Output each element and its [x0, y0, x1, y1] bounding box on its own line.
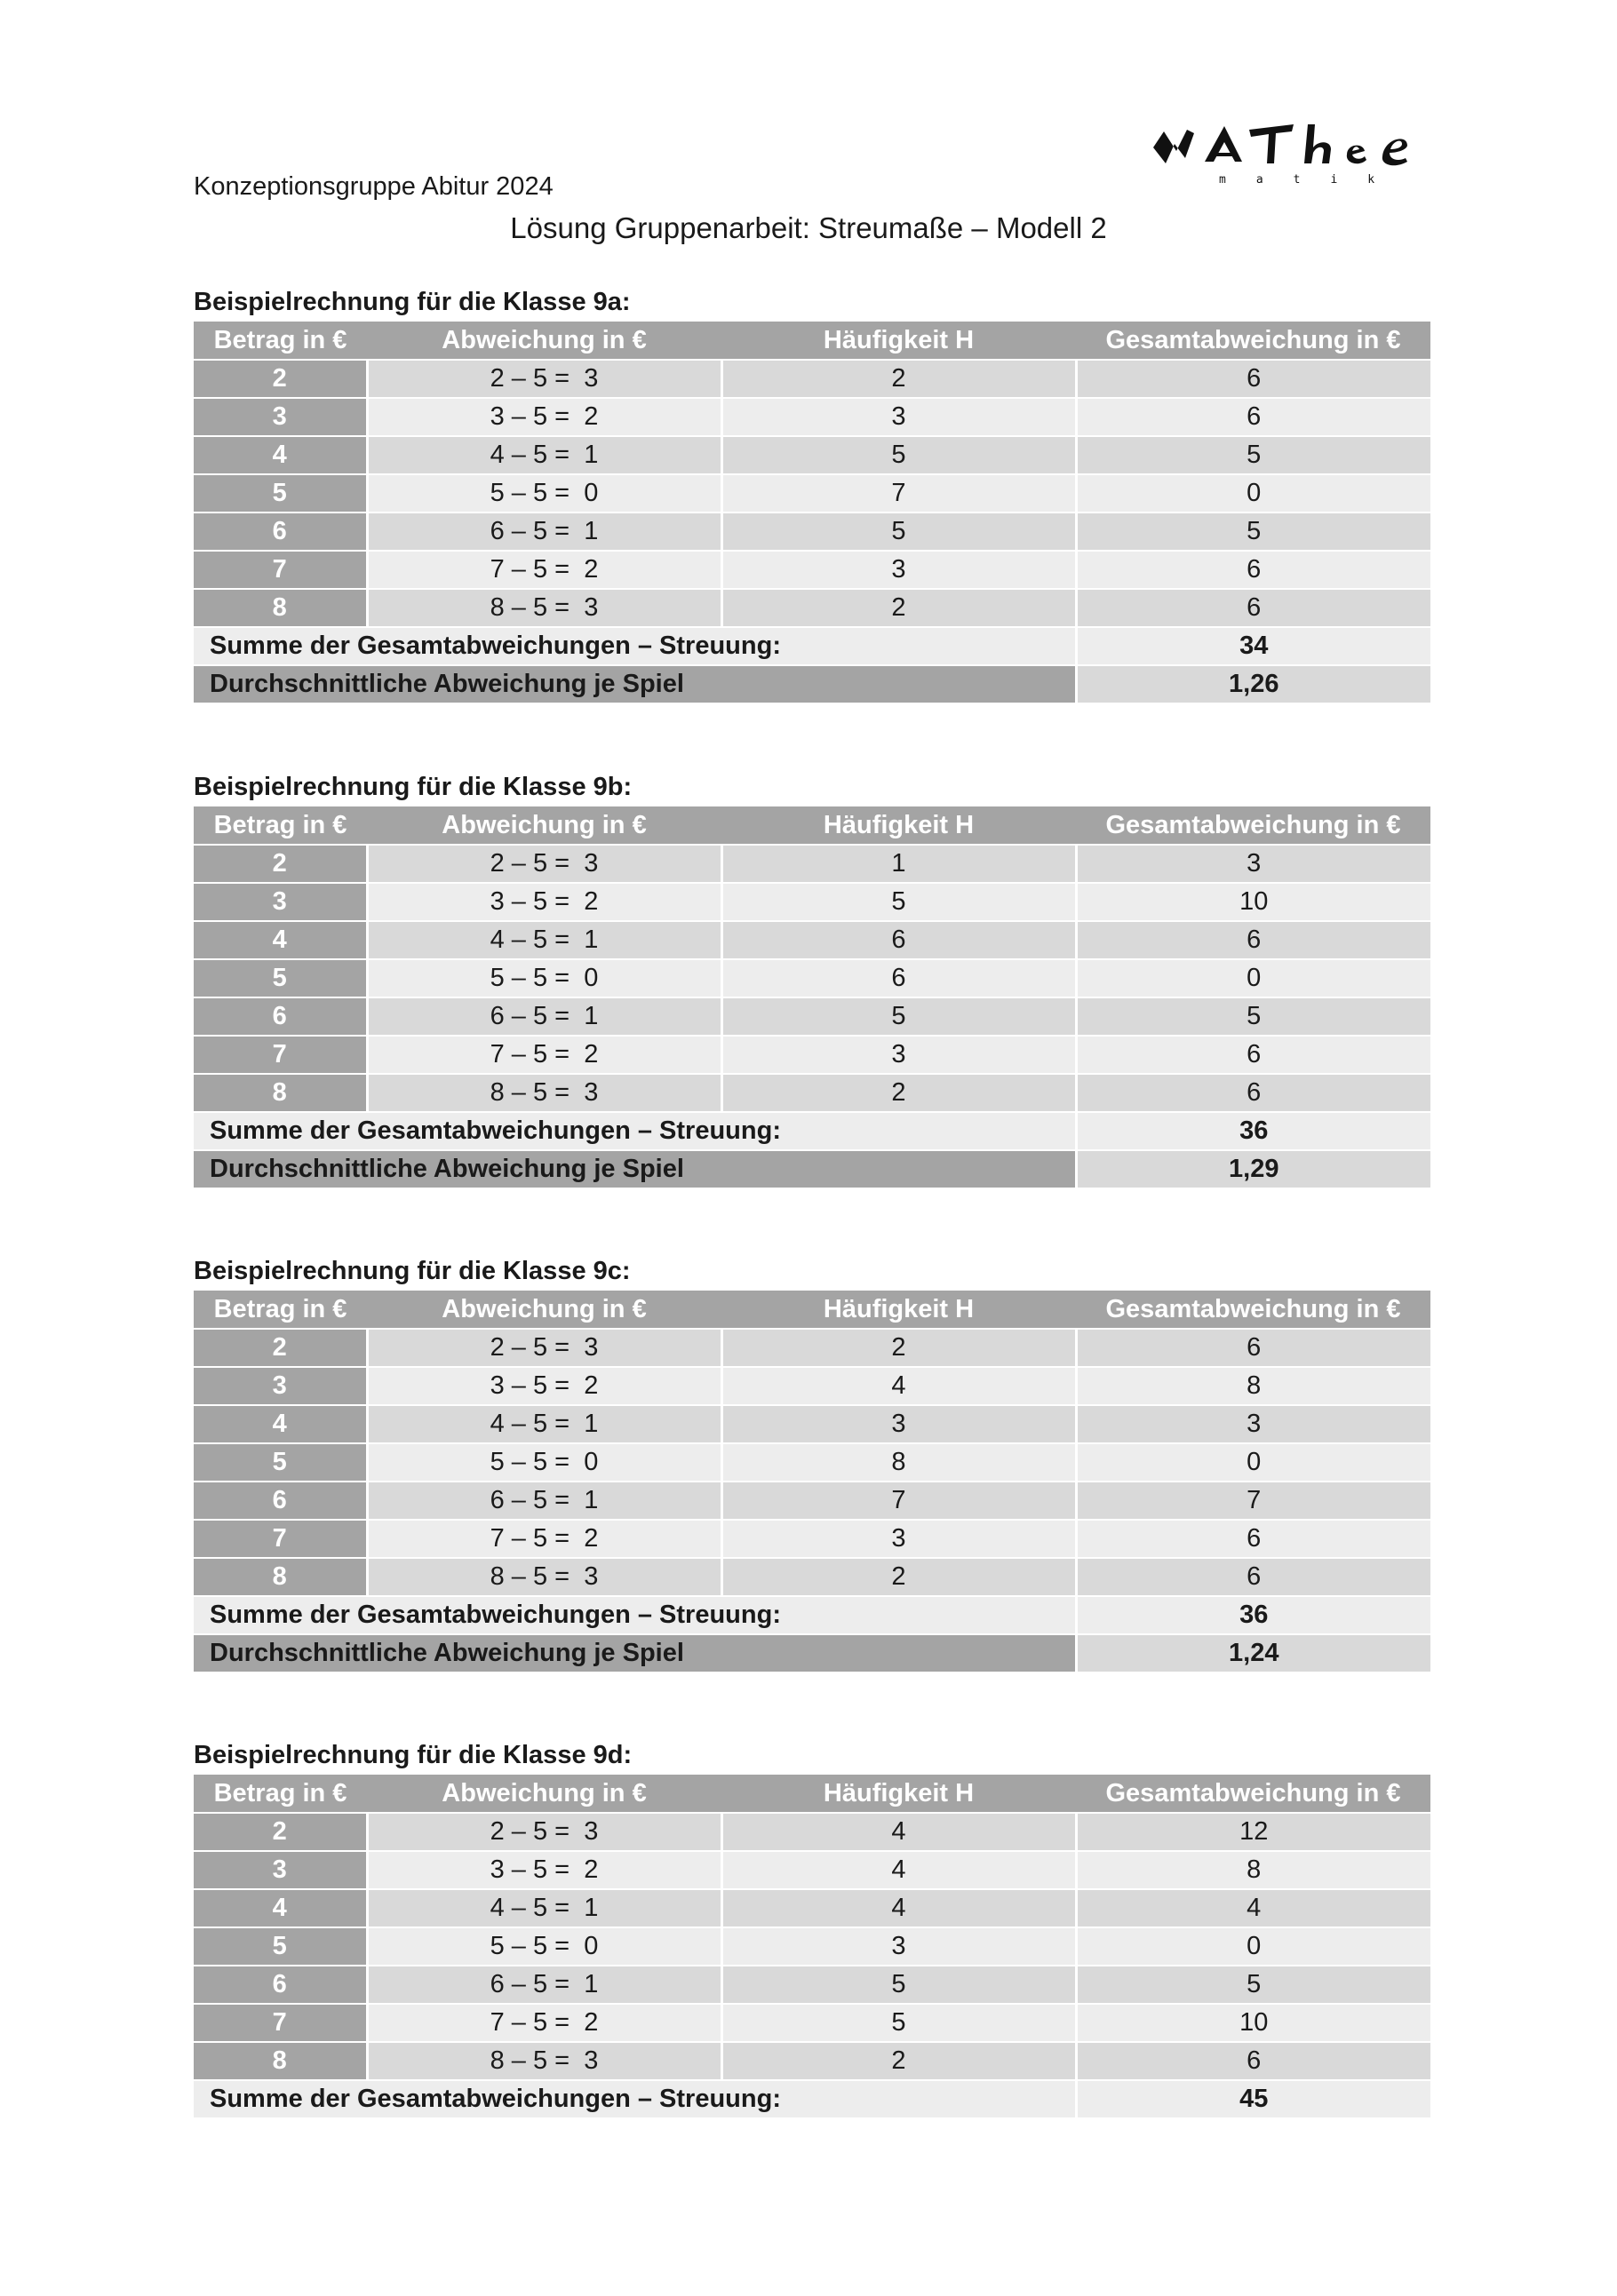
deviation-table — [194, 1291, 1430, 1673]
table-row — [194, 1443, 1430, 1482]
header-gesamtabweichung: Gesamtabweichung in € — [1076, 322, 1430, 360]
cell-betrag: 8 — [194, 589, 367, 627]
cell-abweichung: 2 – 5 = 3 — [367, 1813, 721, 1851]
cell-betrag: 6 — [194, 997, 367, 1036]
table-row — [194, 1927, 1430, 1966]
header-abweichung: Abweichung in € — [367, 806, 721, 845]
cell-gesamtabweichung: 4 — [1076, 1889, 1430, 1927]
cell-betrag: 7 — [194, 551, 367, 589]
cell-abweichung: 4 – 5 = 1 — [367, 436, 721, 474]
average-label: Durchschnittliche Abweichung je Spiel — [194, 1634, 1076, 1672]
cell-betrag: 5 — [194, 474, 367, 512]
cell-betrag: 4 — [194, 1889, 367, 1927]
cell-abweichung: 2 – 5 = 3 — [367, 360, 721, 398]
table-row — [194, 474, 1430, 512]
svg-text:matik: matik — [1219, 173, 1406, 187]
sum-value: 36 — [1076, 1112, 1430, 1150]
cell-betrag: 2 — [194, 1329, 367, 1367]
average-value: 1,26 — [1076, 665, 1430, 703]
section-heading: Beispielrechnung für die Klasse 9a: — [194, 288, 631, 316]
cell-betrag: 8 — [194, 2042, 367, 2080]
table-row — [194, 1558, 1430, 1596]
cell-haeufigkeit: 7 — [721, 1482, 1076, 1520]
cell-gesamtabweichung: 6 — [1076, 589, 1430, 627]
cell-haeufigkeit: 5 — [721, 883, 1076, 921]
cell-gesamtabweichung: 10 — [1076, 883, 1430, 921]
cell-abweichung: 4 – 5 = 1 — [367, 1405, 721, 1443]
cell-betrag: 7 — [194, 1520, 367, 1558]
cell-abweichung: 3 – 5 = 2 — [367, 398, 721, 436]
cell-betrag: 7 — [194, 1036, 367, 1074]
cell-haeufigkeit: 2 — [721, 360, 1076, 398]
sum-value: 45 — [1076, 2080, 1430, 2118]
cell-haeufigkeit: 5 — [721, 2004, 1076, 2042]
table-row — [194, 997, 1430, 1036]
cell-gesamtabweichung: 6 — [1076, 1558, 1430, 1596]
deviation-table — [194, 322, 1430, 704]
cell-gesamtabweichung: 5 — [1076, 512, 1430, 551]
table-row — [194, 1966, 1430, 2004]
table-row — [194, 589, 1430, 627]
cell-betrag: 4 — [194, 436, 367, 474]
cell-abweichung: 5 – 5 = 0 — [367, 1443, 721, 1482]
calculation-section — [194, 767, 1430, 1189]
cell-gesamtabweichung: 6 — [1076, 1520, 1430, 1558]
cell-gesamtabweichung: 5 — [1076, 436, 1430, 474]
cell-haeufigkeit: 1 — [721, 845, 1076, 883]
header-abweichung: Abweichung in € — [367, 1291, 721, 1329]
cell-abweichung: 2 – 5 = 3 — [367, 845, 721, 883]
cell-abweichung: 4 – 5 = 1 — [367, 1889, 721, 1927]
cell-haeufigkeit: 2 — [721, 1558, 1076, 1596]
table-row — [194, 921, 1430, 959]
cell-gesamtabweichung: 6 — [1076, 1074, 1430, 1112]
cell-abweichung: 7 – 5 = 2 — [367, 551, 721, 589]
header-gesamtabweichung: Gesamtabweichung in € — [1076, 1775, 1430, 1813]
table-row — [194, 1813, 1430, 1851]
cell-haeufigkeit: 3 — [721, 1036, 1076, 1074]
table-row — [194, 845, 1430, 883]
cell-abweichung: 2 – 5 = 3 — [367, 1329, 721, 1367]
cell-haeufigkeit: 3 — [721, 551, 1076, 589]
table-row — [194, 551, 1430, 589]
header-betrag: Betrag in € — [194, 1291, 367, 1329]
cell-gesamtabweichung: 10 — [1076, 2004, 1430, 2042]
cell-gesamtabweichung: 6 — [1076, 551, 1430, 589]
cell-haeufigkeit: 6 — [721, 921, 1076, 959]
cell-betrag: 6 — [194, 1966, 367, 2004]
cell-abweichung: 6 – 5 = 1 — [367, 1966, 721, 2004]
cell-haeufigkeit: 2 — [721, 1329, 1076, 1367]
header-haeufigkeit: Häufigkeit H — [721, 322, 1076, 360]
cell-gesamtabweichung: 6 — [1076, 398, 1430, 436]
cell-abweichung: 8 – 5 = 3 — [367, 1074, 721, 1112]
sum-row — [194, 1596, 1430, 1634]
cell-abweichung: 3 – 5 = 2 — [367, 1367, 721, 1405]
cell-gesamtabweichung: 0 — [1076, 1927, 1430, 1966]
table-row — [194, 1405, 1430, 1443]
cell-gesamtabweichung: 5 — [1076, 997, 1430, 1036]
deviation-table — [194, 1775, 1430, 2119]
cell-betrag: 2 — [194, 360, 367, 398]
table-row — [194, 436, 1430, 474]
cell-abweichung: 7 – 5 = 2 — [367, 2004, 721, 2042]
cell-gesamtabweichung: 6 — [1076, 360, 1430, 398]
cell-abweichung: 6 – 5 = 1 — [367, 512, 721, 551]
cell-betrag: 6 — [194, 1482, 367, 1520]
table-row — [194, 1367, 1430, 1405]
cell-gesamtabweichung: 8 — [1076, 1367, 1430, 1405]
sum-label: Summe der Gesamtabweichungen – Streuung: — [194, 2080, 1076, 2118]
table-header-row — [194, 806, 1430, 845]
average-row — [194, 665, 1430, 703]
table-row — [194, 959, 1430, 997]
sum-row — [194, 2080, 1430, 2118]
table-row — [194, 398, 1430, 436]
average-label: Durchschnittliche Abweichung je Spiel — [194, 1150, 1076, 1188]
calculation-section — [194, 1251, 1430, 1673]
cell-abweichung: 5 – 5 = 0 — [367, 1927, 721, 1966]
cell-gesamtabweichung: 6 — [1076, 1329, 1430, 1367]
table-row — [194, 1889, 1430, 1927]
document-title: Lösung Gruppenarbeit: Streumaße – Modell 2 — [510, 211, 1107, 244]
cell-betrag: 5 — [194, 1443, 367, 1482]
cell-haeufigkeit: 4 — [721, 1851, 1076, 1889]
average-value: 1,24 — [1076, 1634, 1430, 1672]
header-haeufigkeit: Häufigkeit H — [721, 806, 1076, 845]
cell-betrag: 4 — [194, 1405, 367, 1443]
cell-betrag: 2 — [194, 845, 367, 883]
cell-haeufigkeit: 4 — [721, 1367, 1076, 1405]
section-heading: Beispielrechnung für die Klasse 9d: — [194, 1741, 633, 1769]
header-abweichung: Abweichung in € — [367, 1775, 721, 1813]
sum-row — [194, 1112, 1430, 1150]
organization-label: Konzeptionsgruppe Abitur 2024 — [194, 172, 554, 201]
cell-betrag: 5 — [194, 959, 367, 997]
cell-haeufigkeit: 2 — [721, 589, 1076, 627]
cell-gesamtabweichung: 0 — [1076, 959, 1430, 997]
header-betrag: Betrag in € — [194, 1775, 367, 1813]
cell-betrag: 3 — [194, 1367, 367, 1405]
average-value: 1,29 — [1076, 1150, 1430, 1188]
table-row — [194, 1851, 1430, 1889]
section-heading: Beispielrechnung für die Klasse 9b: — [194, 773, 633, 801]
cell-gesamtabweichung: 8 — [1076, 1851, 1430, 1889]
table-header-row — [194, 1775, 1430, 1813]
cell-betrag: 2 — [194, 1813, 367, 1851]
cell-abweichung: 8 – 5 = 3 — [367, 1558, 721, 1596]
deviation-table — [194, 806, 1430, 1189]
cell-betrag: 3 — [194, 883, 367, 921]
table-header-row — [194, 1291, 1430, 1329]
cell-haeufigkeit: 2 — [721, 2042, 1076, 2080]
average-row — [194, 1634, 1430, 1672]
cell-haeufigkeit: 2 — [721, 1074, 1076, 1112]
table-row — [194, 883, 1430, 921]
cell-abweichung: 6 – 5 = 1 — [367, 997, 721, 1036]
cell-gesamtabweichung: 3 — [1076, 845, 1430, 883]
cell-haeufigkeit: 5 — [721, 1966, 1076, 2004]
cell-abweichung: 7 – 5 = 2 — [367, 1520, 721, 1558]
cell-betrag: 7 — [194, 2004, 367, 2042]
cell-abweichung: 7 – 5 = 2 — [367, 1036, 721, 1074]
sum-value: 34 — [1076, 627, 1430, 665]
cell-haeufigkeit: 5 — [721, 997, 1076, 1036]
cell-abweichung: 5 – 5 = 0 — [367, 474, 721, 512]
cell-gesamtabweichung: 6 — [1076, 1036, 1430, 1074]
table-row — [194, 1329, 1430, 1367]
cell-haeufigkeit: 5 — [721, 512, 1076, 551]
cell-betrag: 6 — [194, 512, 367, 551]
cell-betrag: 4 — [194, 921, 367, 959]
average-row — [194, 1150, 1430, 1188]
cell-haeufigkeit: 5 — [721, 436, 1076, 474]
cell-gesamtabweichung: 0 — [1076, 1443, 1430, 1482]
cell-abweichung: 3 – 5 = 2 — [367, 1851, 721, 1889]
cell-abweichung: 6 – 5 = 1 — [367, 1482, 721, 1520]
sum-label: Summe der Gesamtabweichungen – Streuung: — [194, 1596, 1076, 1634]
table-row — [194, 2004, 1430, 2042]
table-header-row — [194, 322, 1430, 360]
cell-abweichung: 8 – 5 = 3 — [367, 2042, 721, 2080]
table-row — [194, 360, 1430, 398]
cell-gesamtabweichung: 6 — [1076, 921, 1430, 959]
cell-betrag: 3 — [194, 398, 367, 436]
cell-gesamtabweichung: 6 — [1076, 2042, 1430, 2080]
sum-row — [194, 627, 1430, 665]
cell-haeufigkeit: 3 — [721, 398, 1076, 436]
cell-haeufigkeit: 3 — [721, 1405, 1076, 1443]
cell-gesamtabweichung: 5 — [1076, 1966, 1430, 2004]
sum-value: 36 — [1076, 1596, 1430, 1634]
cell-betrag: 8 — [194, 1558, 367, 1596]
header-haeufigkeit: Häufigkeit H — [721, 1291, 1076, 1329]
sum-label: Summe der Gesamtabweichungen – Streuung: — [194, 1112, 1076, 1150]
cell-gesamtabweichung: 7 — [1076, 1482, 1430, 1520]
header-betrag: Betrag in € — [194, 806, 367, 845]
cell-gesamtabweichung: 12 — [1076, 1813, 1430, 1851]
average-label: Durchschnittliche Abweichung je Spiel — [194, 665, 1076, 703]
cell-abweichung: 4 – 5 = 1 — [367, 921, 721, 959]
cell-abweichung: 8 – 5 = 3 — [367, 589, 721, 627]
cell-gesamtabweichung: 0 — [1076, 474, 1430, 512]
cell-haeufigkeit: 8 — [721, 1443, 1076, 1482]
cell-gesamtabweichung: 3 — [1076, 1405, 1430, 1443]
cell-haeufigkeit: 3 — [721, 1520, 1076, 1558]
table-row — [194, 1074, 1430, 1112]
table-row — [194, 1036, 1430, 1074]
table-row — [194, 1482, 1430, 1520]
header-gesamtabweichung: Gesamtabweichung in € — [1076, 1291, 1430, 1329]
header-betrag: Betrag in € — [194, 322, 367, 360]
calculation-section — [194, 1736, 1430, 2119]
table-row — [194, 1520, 1430, 1558]
cell-haeufigkeit: 6 — [721, 959, 1076, 997]
header-abweichung: Abweichung in € — [367, 322, 721, 360]
cell-betrag: 8 — [194, 1074, 367, 1112]
calculation-section — [194, 282, 1430, 704]
sum-label: Summe der Gesamtabweichungen – Streuung: — [194, 627, 1076, 665]
cell-haeufigkeit: 3 — [721, 1927, 1076, 1966]
mathematik-logo — [1150, 112, 1434, 188]
cell-abweichung: 3 – 5 = 2 — [367, 883, 721, 921]
table-row — [194, 512, 1430, 551]
header-haeufigkeit: Häufigkeit H — [721, 1775, 1076, 1813]
cell-haeufigkeit: 4 — [721, 1813, 1076, 1851]
cell-haeufigkeit: 4 — [721, 1889, 1076, 1927]
cell-betrag: 5 — [194, 1927, 367, 1966]
header-gesamtabweichung: Gesamtabweichung in € — [1076, 806, 1430, 845]
section-heading: Beispielrechnung für die Klasse 9c: — [194, 1257, 631, 1285]
table-row — [194, 2042, 1430, 2080]
cell-haeufigkeit: 7 — [721, 474, 1076, 512]
cell-abweichung: 5 – 5 = 0 — [367, 959, 721, 997]
cell-betrag: 3 — [194, 1851, 367, 1889]
